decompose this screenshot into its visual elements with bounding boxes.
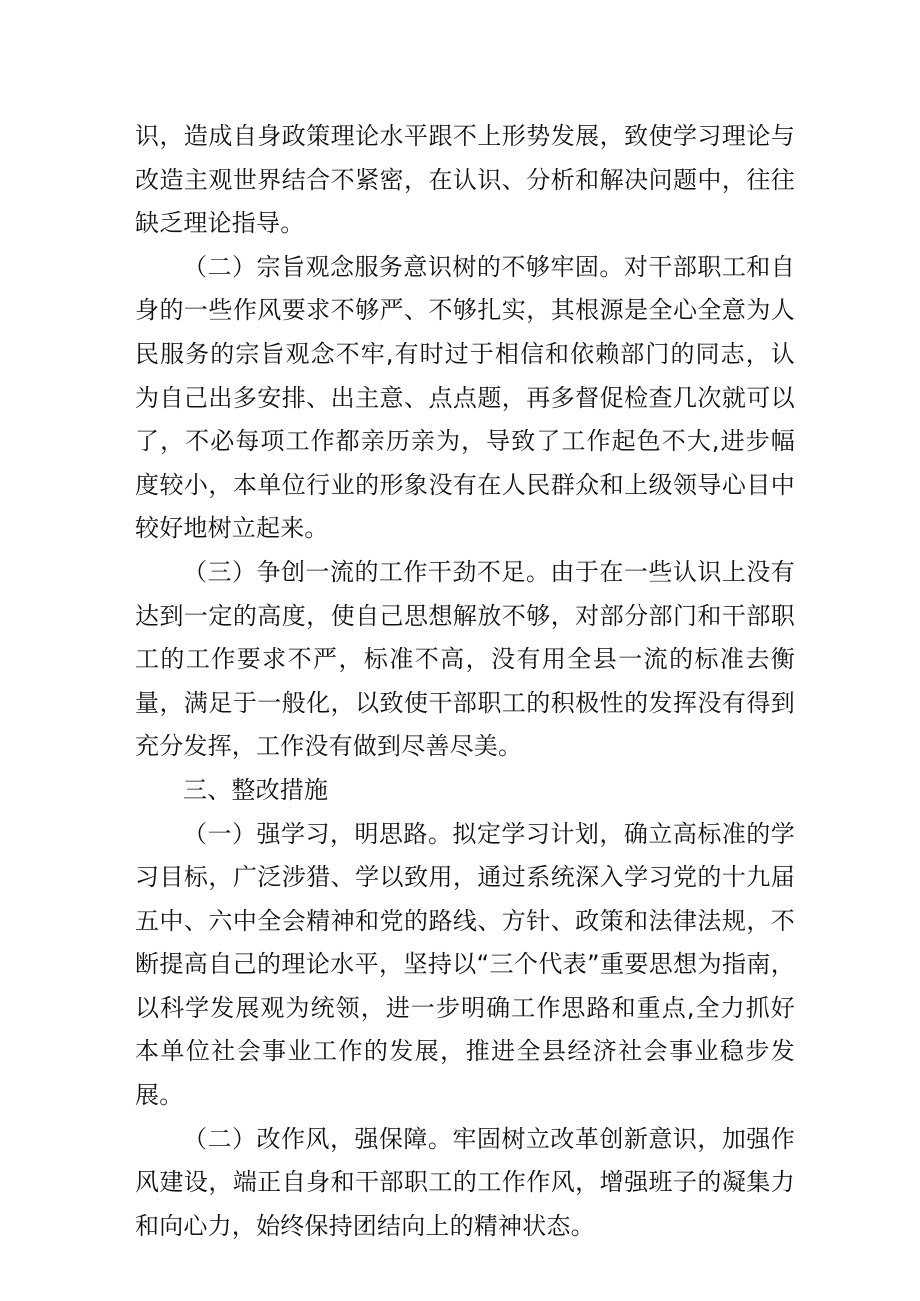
section-heading-rectification: 三、整改措施 <box>183 775 329 804</box>
paragraph-section-2-3: （三）争创一流的工作干劲不足。由于在一些认识上没有达到一定的高度，使自己思想解放不够，对部分部门和干部职工的工作要求不严，标准不高，没有用全县一流的标准去衡量，满足于一般化，以致使干部职工的积极性的发挥没有得到充分发挥，工作没有做到尽善尽美。 <box>135 557 795 761</box>
paragraph-measure-2: （二）改作风，强保障。牢固树立改革创新意识，加强作风建设，端正自身和干部职工的工作作风，增强班子的凝集力和向心力，始终保持团结向上的精神状态。 <box>135 1124 795 1240</box>
paragraph-continuation: 识，造成自身政策理论水平跟不上形势发展，致使学习理论与改造主观世界结合不紧密，在认识、分析和解决问题中，往往缺乏理论指导。 <box>135 122 795 238</box>
document-body <box>135 115 795 1248</box>
paragraph-section-2-2: （二）宗旨观念服务意识树的不够牢固。对干部职工和自身的一些作风要求不够严、不够扎实，其根源是全心全意为人民服务的宗旨观念不牢,有时过于相信和依赖部门的同志，认为自己出多安排、出主意、点点题，再多督促检查几次就可以了，不必每项工作都亲历亲为，导致了工作起色不大,进步幅度较小，本单位行业的形象没有在人民群众和上级领导心目中较好地树立起来。 <box>135 252 795 543</box>
paragraph-measure-1: （一）强学习，明思路。拟定学习计划，确立高标准的学习目标，广泛涉猎、学以致用，通过系统深入学习党的十九届五中、六中全会精神和党的路线、方针、政策和法律法规，不断提高自己的理论水平，坚持以“三个代表”重要思想为指南，以科学发展观为统领，进一步明确工作思路和重点,全力抓好本单位社会事业工作的发展，推进全县经济社会事业稳步发展。 <box>135 819 795 1110</box>
